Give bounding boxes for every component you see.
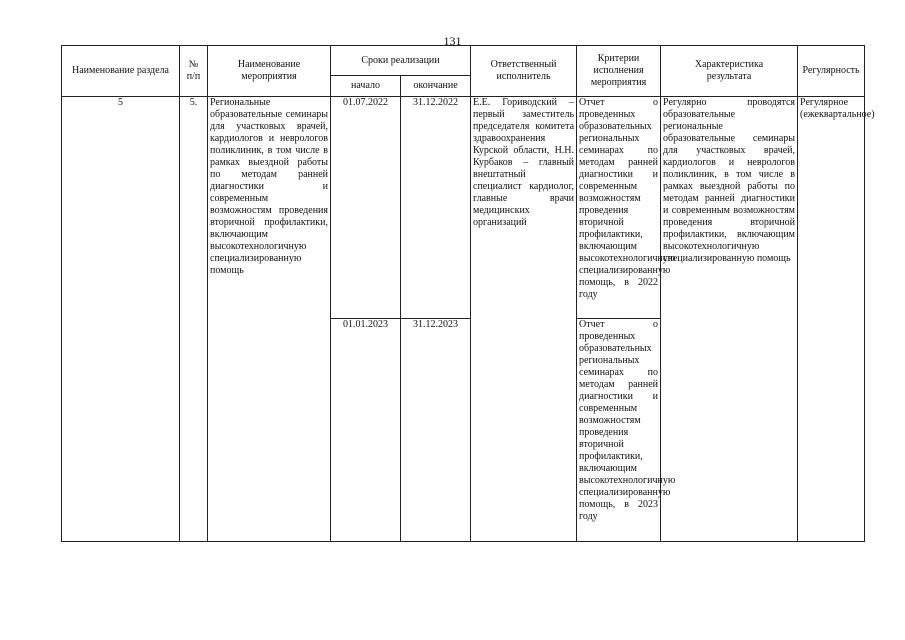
cell-start-2023: 01.01.2023 <box>331 319 401 542</box>
cell-start-2022: 01.07.2022 <box>331 97 401 319</box>
header-end: окончание <box>401 76 471 97</box>
header-section-name: Наименование раздела <box>62 46 180 97</box>
header-result: Характеристика результата <box>661 46 798 97</box>
header-timing: Сроки реализации <box>331 46 471 76</box>
cell-section: 5 <box>62 97 180 542</box>
cell-responsible: Е.Е. Гориводский – первый заместитель председателя комитета здравоохранения Курской области, Н.Н. Курбаков – главный внештатный специалист кардиолог, главные врачи медицинских организаций <box>471 97 577 542</box>
header-criteria: Критерии исполнения мероприятия <box>577 46 661 97</box>
page-number: 131 <box>443 34 462 48</box>
cell-regularity: Регулярное (ежеквартальное) <box>798 97 865 542</box>
cell-result: Регулярно проводятся образовательные региональные образовательные семинары для участковых врачей, кардиологов и неврологов поликлиник, в том числе в рамках выездной работы по методам ранней диагностики и современным возможностям проведения вторичной профилактики, включающим высокотехнологичную специализированную помощь <box>661 97 798 542</box>
header-activity-name: Наименование мероприятия <box>208 46 331 97</box>
table-row <box>62 97 865 319</box>
header-number: № п/п <box>180 46 208 97</box>
cell-criteria-2023: Отчет о проведенных образовательных региональных семинарах по методам ранней диагностики и современным возможностям проведения вторичной профилактики, включающим высокотехнологичную специализированную помощь, в 2023 году <box>577 319 661 542</box>
header-regularity: Регулярность <box>798 46 865 97</box>
cell-activity: Региональные образовательные семинары для участковых врачей, кардиологов и неврологов поликлиник, в том числе в рамках выездной работы по методам ранней диагностики и современным возможностям проведения вторичной профилактики, включающим высокотехнологичную специализированную помощь <box>208 97 331 542</box>
cell-end-2022: 31.12.2022 <box>401 97 471 319</box>
cell-number: 5. <box>180 97 208 542</box>
cell-criteria-2022: Отчет о проведенных образовательных региональных семинарах по методам ранней диагностики и современным возможностям проведения вторичной профилактики, включающим высокотехнологичную специализированную помощь, в 2022 году <box>577 97 661 319</box>
header-responsible: Ответственный исполнитель <box>471 46 577 97</box>
activities-table <box>61 45 875 542</box>
cell-end-2023: 31.12.2023 <box>401 319 471 542</box>
header-start: начало <box>331 76 401 97</box>
